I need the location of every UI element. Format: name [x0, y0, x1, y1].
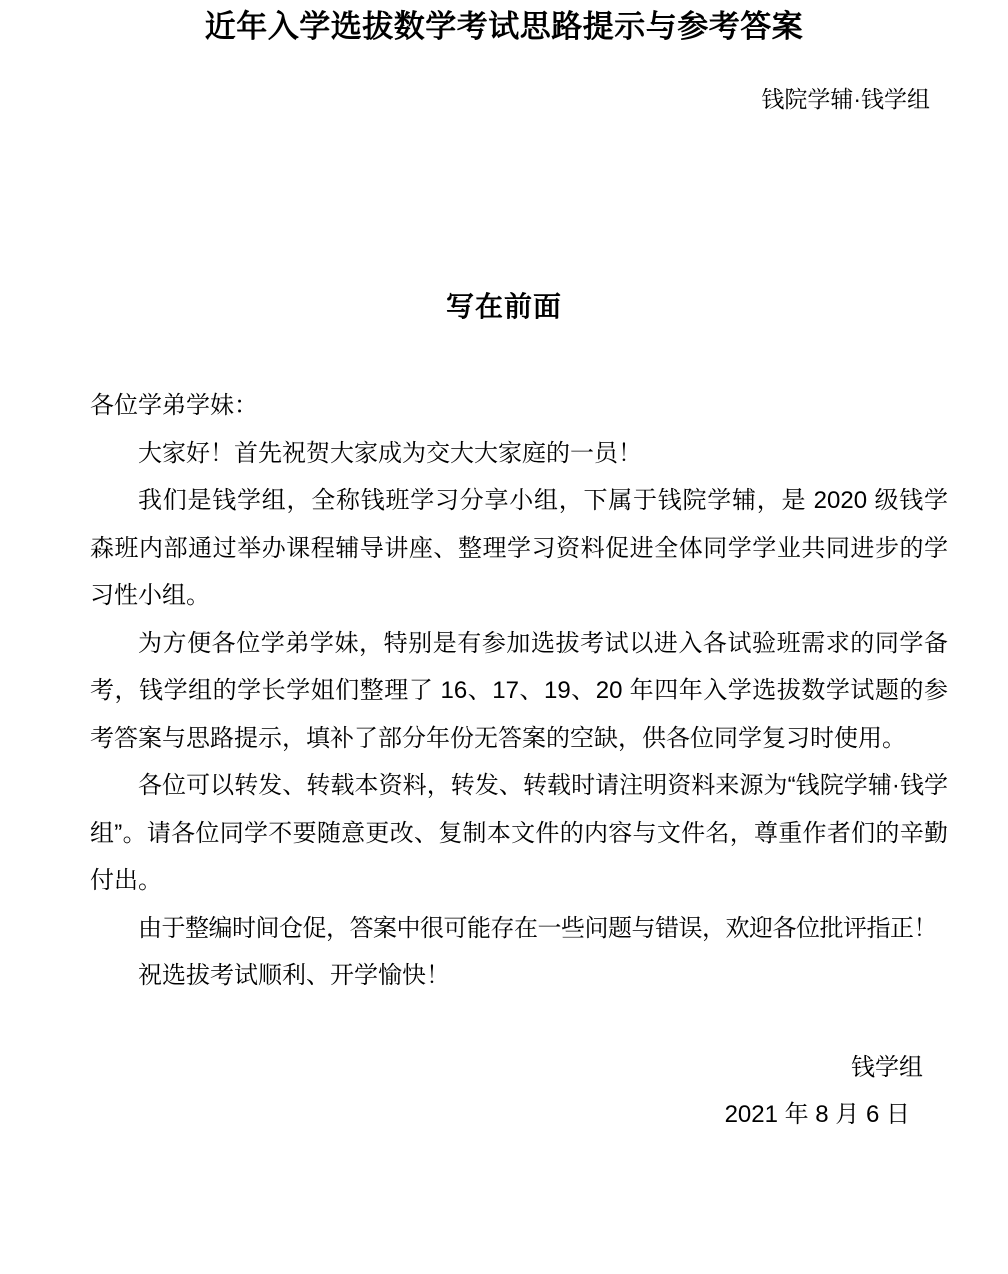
paragraph-greeting: 大家好！首先祝贺大家成为交大大家庭的一员！ [138, 439, 642, 467]
section-heading: 写在前面 [445, 291, 562, 322]
paragraph-wishes: 祝选拔考试顺利、开学愉快！ [138, 962, 450, 989]
byline: 钱院学辅·钱学组 [761, 86, 930, 112]
date: 2021 年 8 月 6 日 [724, 1101, 910, 1128]
paragraph-materials: 为方便各位学弟学妹，特别是有参加选拔考试以进入各试验班需求的同学备考，钱学组的学长学姐们整理了 16、17、19、20 年四年入学选拔数学试题的参考答案与思路提示，填补了部分年份无答案的空缺，供各位同学复习时使用。 [90, 629, 948, 752]
paragraph-group-intro: 我们是钱学组，全称钱班学习分享小组，下属于钱院学辅，是 2020 级钱学森班内部通过举办课程辅导讲座、整理学习资料促进全体同学学业共同进步的学习性小组。 [90, 487, 948, 609]
document-title: 近年入学选拔数学考试思路提示与参考答案 [204, 9, 804, 44]
paragraph-sharing-policy: 各位可以转发、转载本资料，转发、转载时请注明资料来源为“钱院学辅·钱学组”。请各位同学不要随意更改、复制本文件的内容与文件名，尊重作者们的辛勤付出。 [90, 772, 948, 894]
body-text [0, 382, 1008, 1000]
paragraph-disclaimer: 由于整编时间仓促，答案中很可能存在一些问题与错误，欢迎各位批评指正！ [138, 914, 937, 942]
salutation: 各位学弟学妹： [90, 392, 258, 419]
signature: 钱学组 [851, 1053, 923, 1081]
